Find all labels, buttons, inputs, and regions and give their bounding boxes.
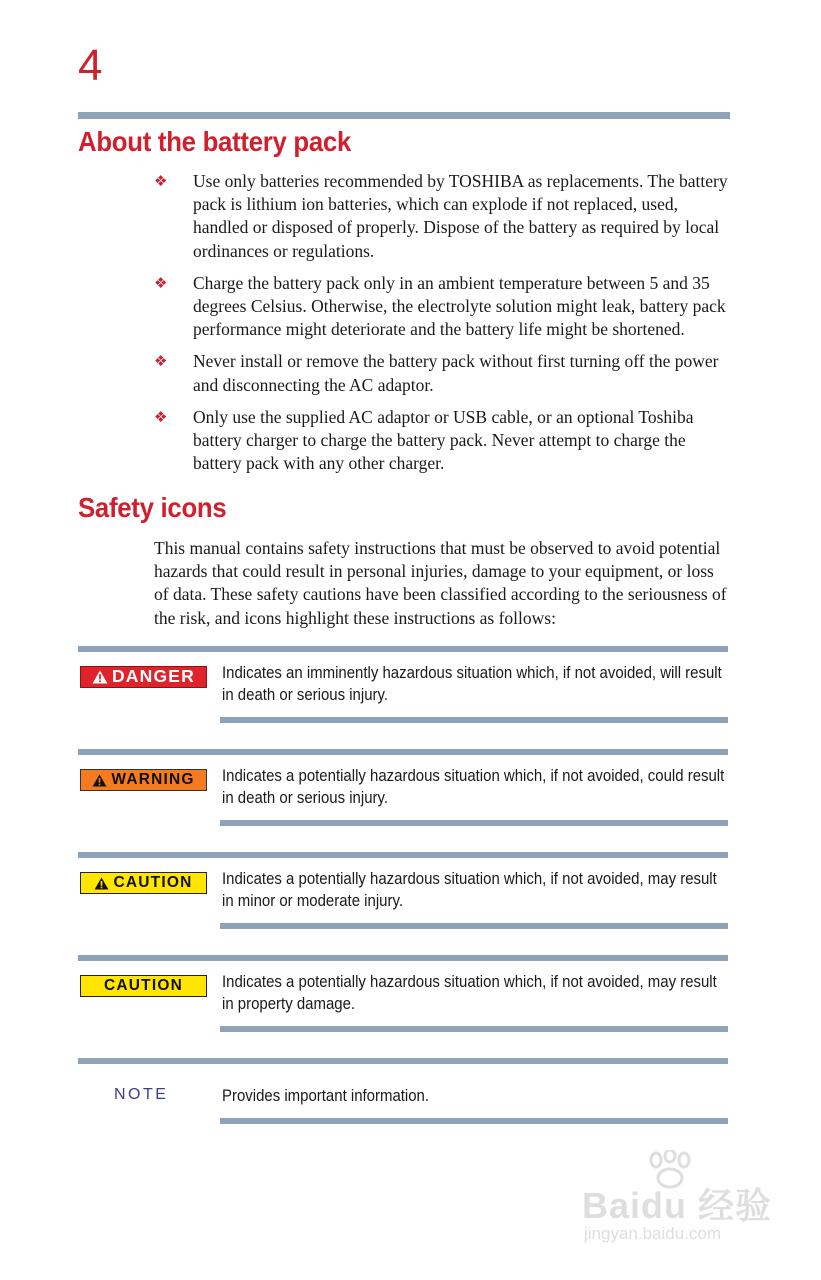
- safety-row-danger: [78, 646, 728, 749]
- battery-section-title: About the battery pack: [78, 126, 352, 157]
- watermark-url: jingyan.baidu.com: [584, 1224, 722, 1243]
- header-divider: [78, 112, 730, 119]
- danger-description: Indicates an imminently hazardous situation which, if not avoided, will result in death or serious injury.: [222, 663, 722, 704]
- warning-description: Indicates a potentially hazardous situation which, if not avoided, could result in death or serious injury.: [222, 766, 725, 807]
- diamond-bullet-icon: ❖: [154, 172, 168, 190]
- baidu-jingyan-watermark: [582, 1150, 782, 1260]
- safety-icons-table: [78, 646, 728, 1161]
- row-divider: [220, 1026, 728, 1032]
- diamond-bullet-icon: ❖: [154, 273, 168, 292]
- bullet-text: Charge the battery pack only in an ambient temperature between 5 and 35 degrees Celsius. Otherwise, the electrolyte solution might leak, battery pack performance might deteriorate and the battery life might be shortened.: [193, 272, 726, 340]
- caution-injury-badge: [80, 872, 207, 894]
- row-divider: [220, 820, 728, 826]
- row-divider: [78, 749, 728, 755]
- safety-intro-paragraph: This manual contains safety instructions that must be observed to avoid potential hazards that could result in personal injuries, damage to your equipment, or loss of data. These safety cautions have been classified according to the seriousness of the risk, and icons highlight these instructions as follows:: [154, 538, 727, 628]
- caution-property-badge: [80, 975, 207, 997]
- note-description: Provides important information.: [222, 1086, 430, 1105]
- safety-row-note: [78, 1058, 728, 1161]
- bullet-text: Use only batteries recommended by TOSHIBA as replacements. The battery pack is lithium ion batteries, which can explode if not replaced, used, handled or disposed of properly. Dispose of the battery as required by local ordinances or regulations.: [193, 171, 728, 261]
- row-divider: [220, 923, 728, 929]
- safety-section-title: Safety icons: [78, 492, 227, 523]
- warning-triangle-icon: [94, 877, 109, 890]
- warning-badge-label: WARNING: [111, 771, 195, 789]
- bullet-text: Never install or remove the battery pack without first turning off the power and disconnecting the AC adaptor.: [193, 351, 719, 395]
- row-divider: [220, 1118, 728, 1124]
- row-divider: [78, 646, 728, 652]
- bullet-text: Only use the supplied AC adaptor or USB cable, or an optional Toshiba battery charger to charge the battery pack. Never attempt to charge the battery pack with any other charger.: [193, 406, 694, 474]
- row-divider: [78, 1058, 728, 1064]
- watermark-brand: Baidu 经验: [582, 1185, 773, 1226]
- caution-badge-label: CAUTION: [113, 874, 193, 892]
- danger-badge: [80, 666, 207, 688]
- diamond-bullet-icon: ❖: [154, 352, 168, 371]
- safety-row-caution-property: [78, 955, 728, 1058]
- battery-bullet-item: [154, 272, 730, 342]
- safety-row-caution-injury: [78, 852, 728, 955]
- caution-injury-description: Indicates a potentially hazardous situation which, if not avoided, may result in minor or moderate injury.: [222, 869, 717, 910]
- row-divider: [220, 717, 728, 723]
- caution-property-description: Indicates a potentially hazardous situation which, if not avoided, may result in property damage.: [222, 972, 717, 1013]
- warning-triangle-icon: [92, 774, 107, 787]
- diamond-bullet-icon: ❖: [154, 407, 168, 426]
- battery-bullet-item: [154, 406, 730, 476]
- battery-bullet-item: [154, 350, 730, 396]
- safety-row-warning: [78, 749, 728, 852]
- battery-bullet-item: [154, 170, 730, 263]
- note-label: NOTE: [114, 1086, 169, 1103]
- row-divider: [78, 955, 728, 961]
- battery-bullet-list: [154, 170, 730, 484]
- warning-triangle-icon: [92, 670, 108, 684]
- warning-badge: [80, 769, 207, 791]
- caution-badge-label: CAUTION: [103, 977, 183, 995]
- danger-badge-label: DANGER: [111, 666, 196, 687]
- row-divider: [78, 852, 728, 858]
- page-number: 4: [78, 41, 103, 90]
